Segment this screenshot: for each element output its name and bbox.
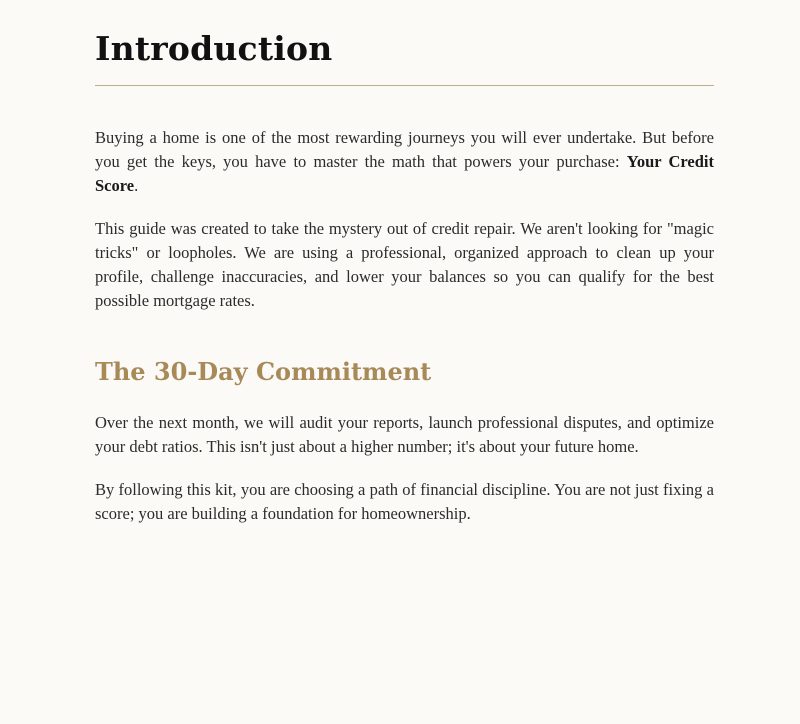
intro-paragraph-2: This guide was created to take the mystery out of credit repair. We aren't looking for "magic tricks" or loopholes. We are using a professional, organized approach to clean up your profile, challenge inaccuracies, and lower your balances so you can qualify for the best possible mortgage rates. [95,219,714,310]
section-heading-commitment: The 30-Day Commitment [95,357,432,386]
intro-paragraph-1-text: Buying a home is one of the most rewarding journeys you will ever undertake. But before you get the keys, you have to master the math that powers your purchase: [95,128,714,171]
commitment-paragraph-2: By following this kit, you are choosing a path of financial discipline. You are not just fixing a score; you are building a foundation for homeownership. [95,480,714,523]
intro-paragraph-1 [95,126,714,198]
commitment-paragraph-1: Over the next month, we will audit your reports, launch professional disputes, and optimize your debt ratios. This isn't just about a higher number; it's about your future home. [95,413,714,456]
document-page [95,0,714,526]
intro-paragraph-1-end: . [134,176,139,195]
title-divider [95,85,714,86]
page-title: Introduction [95,29,333,68]
credit-score-emphasis: Your Credit Score [95,152,714,195]
